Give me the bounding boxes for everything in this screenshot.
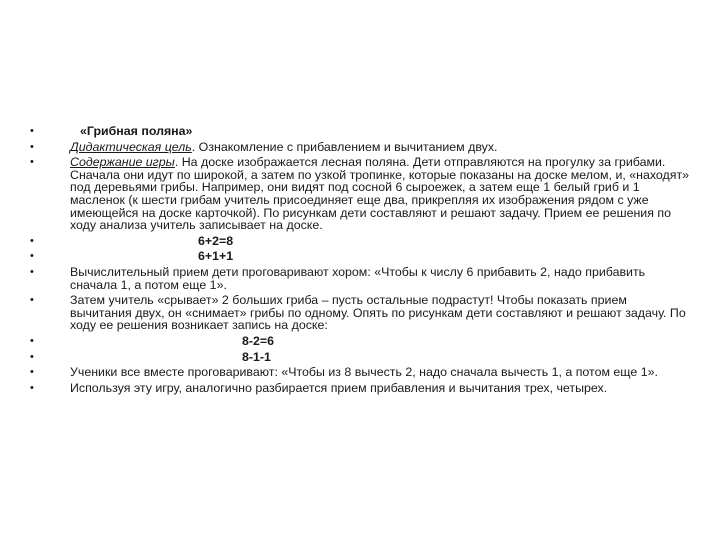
bullet-list bbox=[30, 125, 690, 397]
list-item-subtraction-intro bbox=[30, 294, 690, 332]
list-item-conclusion bbox=[30, 382, 690, 395]
bullet-icon: • bbox=[30, 366, 34, 379]
list-item-formula-2 bbox=[30, 250, 690, 263]
formula: 8-2=6 bbox=[242, 333, 275, 348]
formula: 6+1+1 bbox=[198, 249, 234, 264]
goal-text: . Ознакомление с прибавлением и вычитанием двух. bbox=[191, 139, 498, 154]
content-text: . На доске изображается лесная поляна. Дети отправляются на прогулку за грибами. Сначала они идут по широкой, а затем по узкой тропинке, которые показаны на доске мелом, и, «находят» под деревьями грибы. Например, они видят под сосной 6 сыроежек, а затем еще 1 белый гриб и 1 масленок (к шести грибам учитель присоединяет еще два, прикрепляя их изображения рядом с уже имеющейся на доске карточкой). По рисункам дети составляют и решают задачу. Прием ее решения по ходу анализа учитель записывает на доске. bbox=[70, 155, 690, 233]
bullet-icon: • bbox=[30, 294, 34, 307]
list-item-addition-rule bbox=[30, 266, 690, 291]
paragraph-text: Ученики все вместе проговаривают: «Чтобы из 8 вычесть 2, надо сначала вычесть 1, а потом еще 1». bbox=[70, 365, 658, 380]
list-item-subtraction-rule bbox=[30, 366, 690, 379]
formula: 8-1-1 bbox=[242, 349, 271, 364]
bullet-icon: • bbox=[30, 381, 34, 394]
bullet-icon: • bbox=[30, 334, 34, 347]
bullet-icon: • bbox=[30, 350, 34, 363]
goal-label: Дидактическая цель bbox=[70, 139, 192, 154]
list-item-formula-4 bbox=[30, 351, 690, 364]
list-item-goal bbox=[30, 141, 690, 154]
paragraph-text: Используя эту игру, аналогично разбирается прием прибавления и вычитания трех, четырех. bbox=[70, 380, 608, 395]
bullet-icon: • bbox=[30, 265, 34, 278]
bullet-icon: • bbox=[30, 250, 34, 263]
bullet-icon: • bbox=[30, 156, 34, 169]
paragraph-text: Вычислительный прием дети проговаривают хором: «Чтобы к числу 6 прибавить 2, надо прибавить сначала 1, а потом еще 1». bbox=[70, 264, 646, 292]
formula: 6+2=8 bbox=[198, 233, 234, 248]
list-item-formula-3 bbox=[30, 335, 690, 348]
bullet-icon: • bbox=[30, 125, 34, 137]
bullet-icon: • bbox=[30, 140, 34, 153]
list-item-formula-1 bbox=[30, 235, 690, 248]
list-item-title bbox=[30, 125, 690, 138]
list-item-content bbox=[30, 156, 690, 232]
bullet-icon: • bbox=[30, 234, 34, 247]
game-title: «Грибная поляна» bbox=[80, 124, 193, 138]
content-label: Содержание игры bbox=[70, 155, 175, 170]
paragraph-text: Затем учитель «срывает» 2 больших гриба – пусть остальные подрастут! Чтобы показать прием вычитания двух, он «снимает» грибы по одному. Опять по рисункам дети составляют и решают задачу. По ходу ее решения возникает запись на доске: bbox=[70, 293, 686, 333]
